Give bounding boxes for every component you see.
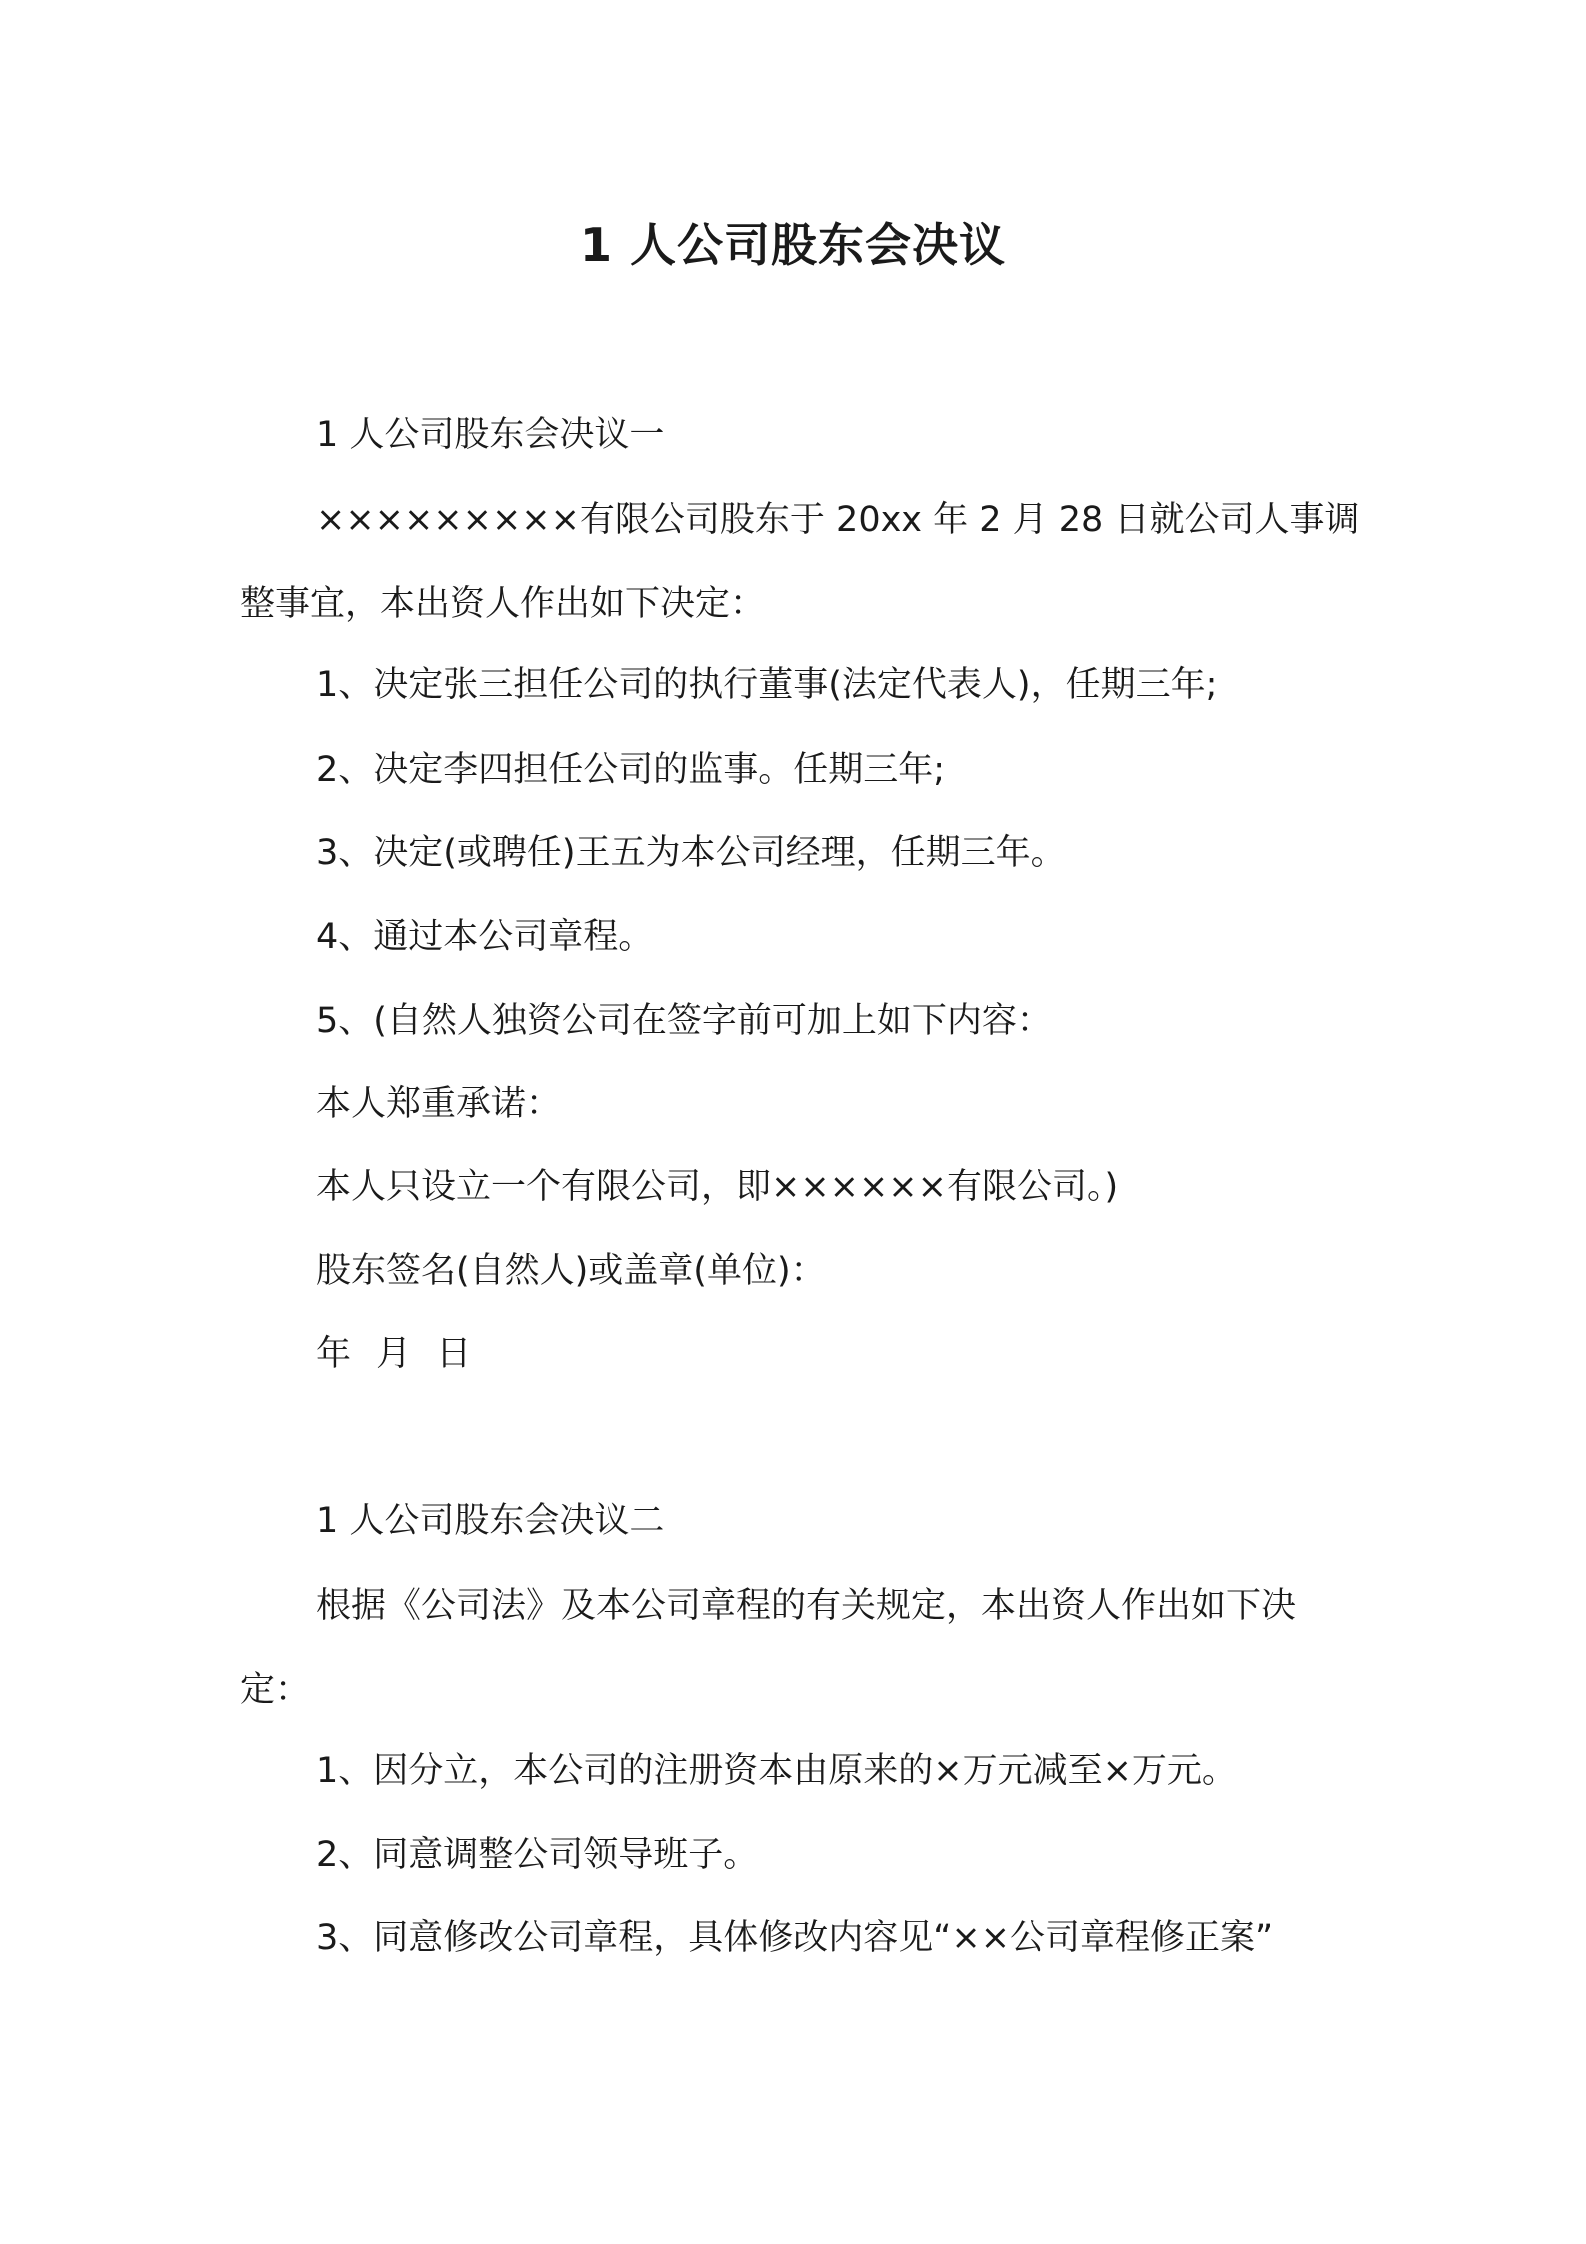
promise-text: 本人只设立一个有限公司，即××××××有限公司。)	[316, 1167, 1119, 1207]
date-line: 年 月 日	[316, 1334, 472, 1374]
section1-intro: ×××××××××有限公司股东于 20xx 年 2 月 28 日就公司人事调整事宜，本出资人作出如下决定：	[240, 500, 1360, 624]
document-title: 1 人公司股东会决议	[579, 218, 1007, 272]
section1-heading: 1 人公司股东会决议一	[316, 415, 665, 455]
section1-item-4: 4、通过本公司章程。	[316, 917, 654, 957]
section2-heading: 1 人公司股东会决议二	[316, 1501, 665, 1541]
section1-item-5: 5、(自然人独资公司在签字前可加上如下内容：	[316, 1001, 1052, 1041]
section2-item-3: 3、同意修改公司章程，具体修改内容见“××公司章程修正案”	[316, 1918, 1274, 1958]
signature-label: 股东签名(自然人)或盖章(单位)：	[316, 1251, 826, 1291]
section1-item-1: 1、决定张三担任公司的执行董事(法定代表人)，任期三年;	[316, 665, 1218, 705]
section1-item-3: 3、决定(或聘任)王五为本公司经理，任期三年。	[316, 833, 1066, 873]
section2-intro: 根据《公司法》及本公司章程的有关规定，本出资人作出如下决定：	[240, 1586, 1297, 1710]
section2-item-2: 2、同意调整公司领导班子。	[316, 1835, 759, 1875]
section2-item-1: 1、因分立，本公司的注册资本由原来的×万元减至×万元。	[316, 1751, 1237, 1791]
promise-heading: 本人郑重承诺：	[316, 1084, 562, 1124]
section1-item-2: 2、决定李四担任公司的监事。任期三年;	[316, 750, 946, 790]
